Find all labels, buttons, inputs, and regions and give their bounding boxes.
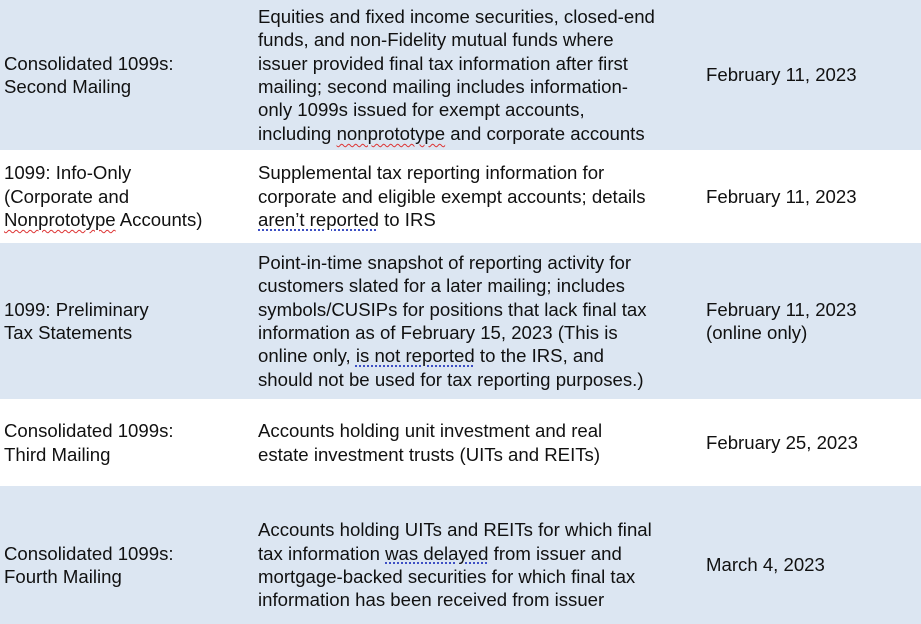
description-cell: Supplemental tax reporting information for corporate and eligible exempt accounts; details aren’t reported to IRS: [258, 162, 646, 231]
description-cell: Accounts holding unit investment and real estate investment trusts (UITs and REITs): [258, 420, 603, 465]
description-cell: Equities and fixed income securities, closed-end funds, and non-Fidelity mutual funds where issuer provided final tax information after first mailing; second mailing includes information- only 1099s issued for exempt accounts, including nonprototype and corporate accounts: [258, 5, 655, 144]
table-row: [0, 486, 921, 624]
description-cell: Accounts holding UITs and REITs for which final tax information was delayed from issuer and mortgage-backed securities for which final tax information has been received from issuer: [258, 519, 652, 611]
form-type-cell: 1099: Info-Only (Corporate and Nonprototype Accounts): [4, 162, 203, 231]
description-cell: Point-in-time snapshot of reporting activity for customers slated for a later mailing; includes symbols/CUSIPs for positions that lack final tax information as of February 15, 2023 (This is online only, is not reported to the IRS, and should not be used for tax reporting purposes.): [258, 251, 647, 390]
mail-date-cell: March 4, 2023: [706, 554, 825, 576]
table-row: [0, 399, 921, 486]
mail-date-cell: February 11, 2023 (online only): [706, 298, 857, 343]
grammar-underlined-phrase: aren’t reported: [258, 209, 379, 231]
mail-date-cell: February 11, 2023: [706, 64, 857, 86]
table-row: [0, 243, 921, 399]
mail-date-cell: February 25, 2023: [706, 431, 858, 453]
form-type-cell: Consolidated 1099s: Third Mailing: [4, 420, 174, 465]
spellcheck-underlined-word: Nonprototype: [4, 209, 116, 231]
spellcheck-underlined-word: nonprototype: [336, 122, 446, 144]
form-type-cell: 1099: Preliminary Tax Statements: [4, 298, 149, 343]
form-type-cell: Consolidated 1099s: Fourth Mailing: [4, 542, 174, 587]
mail-date-cell: February 11, 2023: [706, 185, 857, 207]
table-row: [0, 0, 921, 150]
table-row: [0, 150, 921, 243]
grammar-underlined-phrase: is not reported: [355, 345, 475, 367]
grammar-underlined-phrase: was delayed: [385, 542, 489, 564]
form-type-cell: Consolidated 1099s: Second Mailing: [4, 52, 174, 97]
